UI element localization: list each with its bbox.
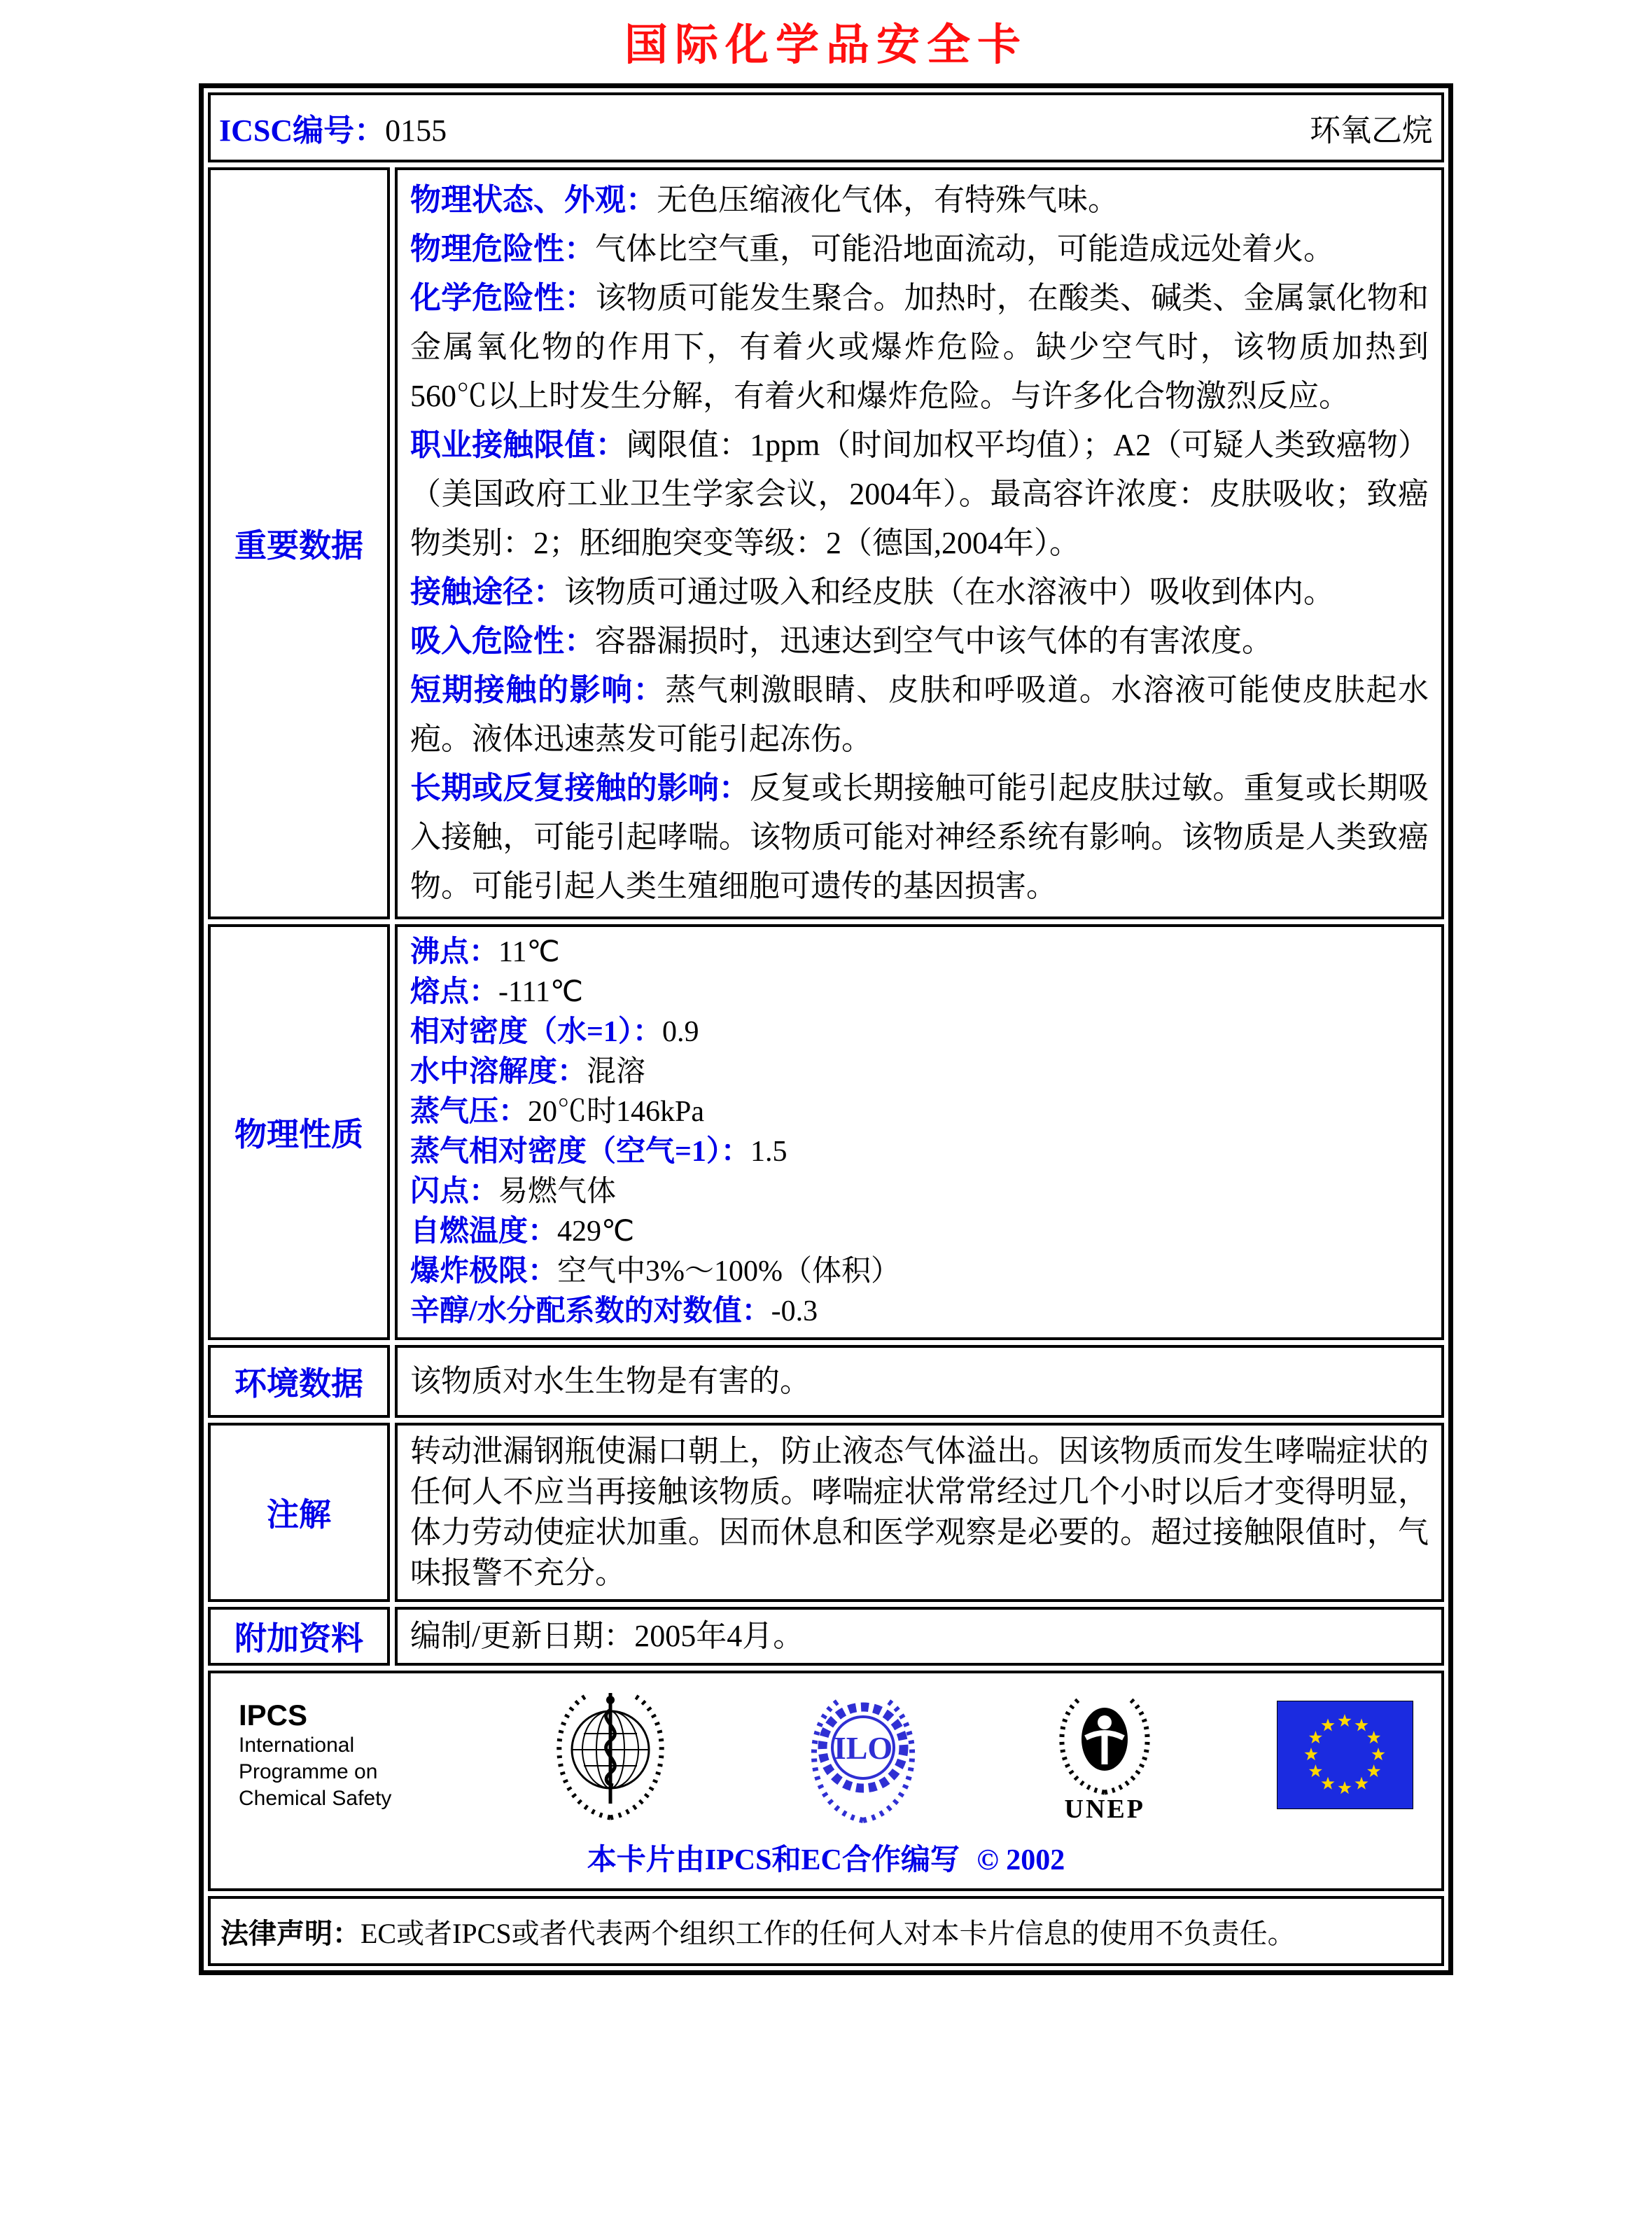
property-item: 水中溶解度：混溶 <box>410 1056 646 1088</box>
environmental-data-label-cell <box>208 1345 390 1418</box>
header-box <box>208 92 1444 162</box>
section-label: 物理性质 <box>234 1117 363 1152</box>
icsc-number-value: 0155 <box>385 113 447 148</box>
header-row <box>208 92 1444 162</box>
important-data-label-cell <box>208 167 390 919</box>
property-item: 自燃温度：429℃ <box>410 1215 635 1248</box>
important-data-item: 接触途径：该物质可通过吸入和经皮肤（在水溶液中）吸收到体内。 <box>410 575 1334 609</box>
legal-label: 法律声明： <box>220 1917 360 1949</box>
ilo-caption: ILO <box>833 1730 892 1766</box>
section-notes <box>208 1423 1444 1602</box>
property-item: 相对密度（水=1）：0.9 <box>410 1016 699 1048</box>
copyright-text: 本卡片由IPCS和EC合作编写 <box>587 1844 960 1876</box>
page-title: 国际化学品安全卡 <box>624 22 1028 69</box>
icsc-number-group <box>219 105 447 150</box>
legal-text: EC或者IPCS或者代表两个组织工作的任何人对本卡片信息的使用不负责任。 <box>360 1917 1296 1949</box>
section-physical-properties <box>208 924 1444 1340</box>
ipcs-subtitle-line3: Chemical Safety <box>239 1786 392 1810</box>
legal-row <box>208 1896 1444 1966</box>
physical-properties-label-cell <box>208 924 390 1340</box>
property-item: 辛醇/水分配系数的对数值：-0.3 <box>410 1295 818 1327</box>
section-label: 附加资料 <box>234 1621 363 1657</box>
property-item: 蒸气压：20℃时146kPa <box>410 1096 705 1128</box>
additional-info-text: 编制/更新日期：2005年4月。 <box>410 1619 804 1653</box>
important-data-item: 长期或反复接触的影响：反复或长期接触可能引起皮肤过敏。重复或长期吸入接触，可能引起哮喘。该物质可能对神经系统有影响。该物质是人类致癌物。可能引起人类生殖细胞可遗传的基因损害。 <box>410 771 1429 903</box>
environmental-data-text: 该物质对水生生物是有害的。 <box>410 1364 811 1398</box>
important-data-item: 物理危险性：气体比空气重，可能沿地面流动，可能造成远处着火。 <box>410 232 1334 266</box>
property-item: 闪点：易燃气体 <box>410 1176 617 1208</box>
ipcs-subtitle-line2: Programme on <box>239 1759 378 1783</box>
icsc-number-label: ICSC编号： <box>219 113 386 148</box>
section-important-data <box>208 167 1444 919</box>
icsc-card <box>199 83 1453 1975</box>
chemical-name: 环氧乙烷 <box>1310 113 1433 148</box>
logos-line <box>225 1683 1427 1827</box>
important-data-content <box>395 167 1444 919</box>
notes-content <box>395 1423 1444 1602</box>
physical-properties-content <box>395 924 1444 1340</box>
copyright-year: © 2002 <box>976 1844 1065 1876</box>
ipcs-subtitle-line1: International <box>239 1733 355 1757</box>
notes-text: 转动泄漏钢瓶使漏口朝上，防止液态气体溢出。因该物质而发生哮喘症状的任何人不应当再接触该物质。哮喘症状常常经过几个小时以后才变得明显，体力劳动使症状加重。因而休息和医学观察是必要的。超过接触限值时，气味报警不充分。 <box>410 1434 1429 1590</box>
unep-logo-icon <box>1045 1686 1164 1825</box>
important-data-item: 物理状态、外观：无色压缩液化气体，有特殊气味。 <box>410 183 1119 217</box>
ipcs-acronym: IPCS <box>239 1698 308 1731</box>
ipcs-text-block <box>239 1699 428 1812</box>
ilo-logo-icon <box>793 1683 933 1827</box>
logos-row <box>208 1671 1444 1891</box>
section-label: 环境数据 <box>234 1366 363 1402</box>
important-data-item: 吸入危险性：容器漏损时，迅速达到空气中该气体的有害浓度。 <box>410 624 1273 658</box>
property-item: 爆炸极限：空气中3%～100%（体积） <box>410 1255 900 1288</box>
additional-info-label-cell <box>208 1607 390 1666</box>
important-data-item: 化学危险性：该物质可能发生聚合。加热时，在酸类、碱类、金属氯化物和金属氧化物的作用下，有着火或爆炸危险。缺少空气时，该物质加热到560℃以上时发生分解，有着火和爆炸危险。与许多化合物激烈反应。 <box>410 281 1429 413</box>
property-item: 沸点：11℃ <box>410 936 560 968</box>
property-item: 熔点：-111℃ <box>410 976 584 1008</box>
legal-box <box>208 1896 1444 1966</box>
eu-flag-icon <box>1277 1701 1413 1809</box>
section-label: 注解 <box>267 1497 331 1533</box>
additional-info-content <box>395 1607 1444 1666</box>
important-data-item: 职业接触限值：阈限值：1ppm（时间加权平均值）；A2（可疑人类致癌物）（美国政府工业卫生学家会议，2004年）。最高容许浓度：皮肤吸收；致癌物类别：2；胚细胞突变等级：2（德国,2004年）。 <box>410 428 1429 560</box>
who-logo-icon <box>540 1683 680 1827</box>
copyright-line <box>225 1837 1427 1879</box>
unep-caption: UNEP <box>1064 1794 1145 1824</box>
section-label: 重要数据 <box>234 528 363 564</box>
notes-label-cell <box>208 1423 390 1602</box>
section-additional-info <box>208 1607 1444 1666</box>
property-item: 蒸气相对密度（空气=1）：1.5 <box>410 1136 788 1168</box>
important-data-item: 短期接触的影响：蒸气刺激眼睛、皮肤和呼吸道。水溶液可能使皮肤起水疱。液体迅速蒸发可能引起冻伤。 <box>410 673 1429 756</box>
environmental-data-content <box>395 1345 1444 1418</box>
logos-box <box>208 1671 1444 1891</box>
section-environmental-data <box>208 1345 1444 1418</box>
